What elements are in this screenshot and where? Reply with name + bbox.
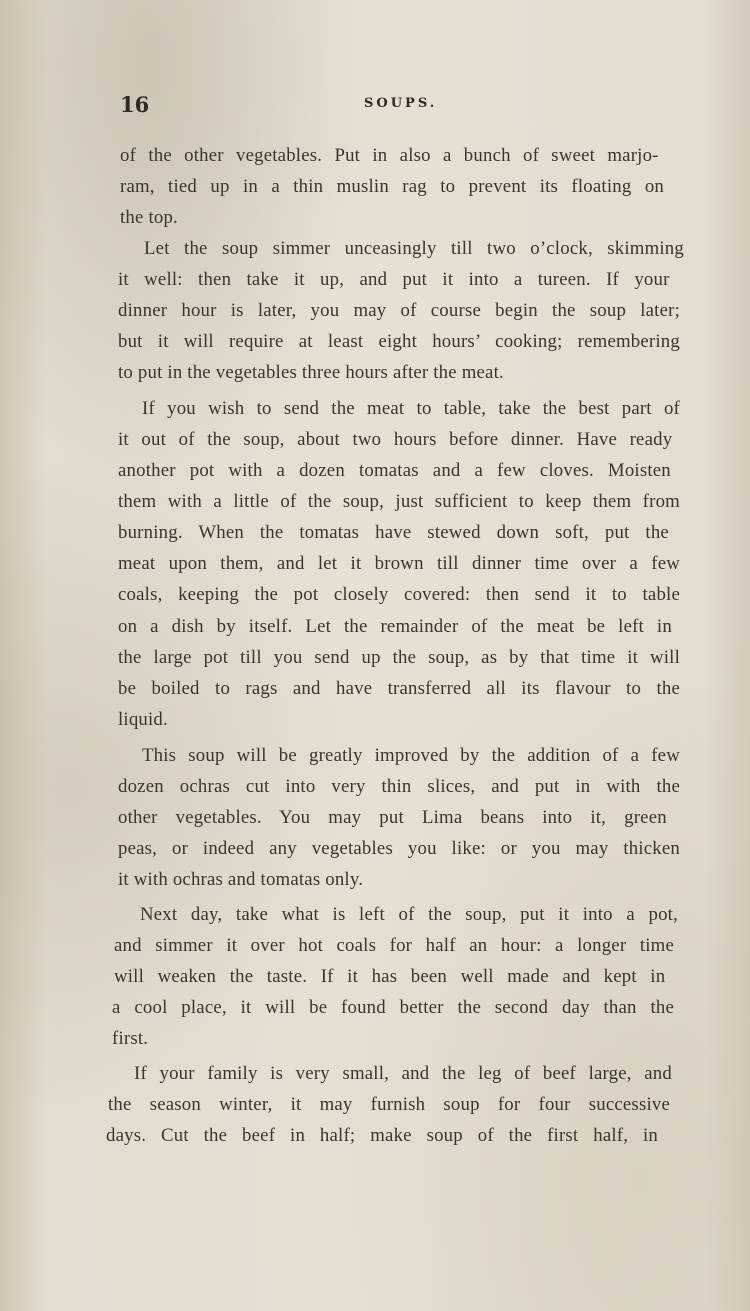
text-line: another pot with a dozen tomatas and a few cloves. Moisten	[118, 460, 671, 481]
text-line: peas, or indeed any vegetables you like: or you may thicken	[118, 838, 680, 859]
text-line: of the other vegetables. Put in also a bunch of sweet marjo-	[120, 145, 659, 166]
text-line: If you wish to send the meat to table, take the best part of	[142, 398, 680, 419]
text-line: dozen ochras cut into very thin slices, and put in with the	[118, 776, 680, 797]
text-line: on a dish by itself. Let the remainder of the meat be left in	[118, 616, 672, 637]
text-line: will weaken the taste. If it has been well made and kept in	[114, 966, 666, 987]
page-number: 16	[120, 92, 150, 117]
text-line: This soup will be greatly improved by the addition of a few	[142, 745, 680, 766]
text-line: meat upon them, and let it brown till dinner time over a few	[118, 553, 680, 574]
text-line: it well: then take it up, and put it into a tureen. If your	[118, 269, 670, 290]
text-line: the large pot till you send up the soup, as by that time it will	[118, 647, 680, 668]
text-line: ram, tied up in a thin muslin rag to prevent its floating on	[120, 176, 664, 197]
text-line: other vegetables. You may put Lima beans into it, green	[118, 807, 667, 828]
text-line: the season winter, it may furnish soup for four successive	[108, 1094, 670, 1115]
text-line: it with ochras and tomatas only.	[118, 869, 364, 890]
text-line: If your family is very small, and the leg of beef large, and	[134, 1063, 672, 1084]
text-line: burning. When the tomatas have stewed down soft, put the	[118, 522, 669, 543]
text-line: and simmer it over hot coals for half an hour: a longer time	[114, 935, 674, 956]
text-line: first.	[112, 1028, 149, 1049]
text-line: liquid.	[118, 709, 168, 730]
text-line: them with a little of the soup, just sufficient to keep them from	[118, 491, 680, 512]
text-line: the top.	[120, 207, 178, 228]
text-line: coals, keeping the pot closely covered: then send it to table	[118, 584, 680, 605]
text-line: to put in the vegetables three hours after the meat.	[118, 362, 504, 383]
text-line: Next day, take what is left of the soup, put it into a pot,	[140, 904, 678, 925]
text-line: days. Cut the beef in half; make soup of the first half, in	[106, 1125, 659, 1146]
text-line: but it will require at least eight hours’ cooking; remembering	[118, 331, 680, 352]
text-line: a cool place, it will be found better the second day than the	[112, 997, 674, 1018]
text-line: be boiled to rags and have transferred all its flavour to the	[118, 678, 680, 699]
text-line: it out of the soup, about two hours before dinner. Have ready	[118, 429, 673, 450]
running-head: SOUPS.	[364, 96, 438, 111]
text-line: dinner hour is later, you may of course begin the soup later;	[118, 300, 680, 321]
text-line: Let the soup simmer unceasingly till two o’clock, skimming	[144, 238, 684, 259]
